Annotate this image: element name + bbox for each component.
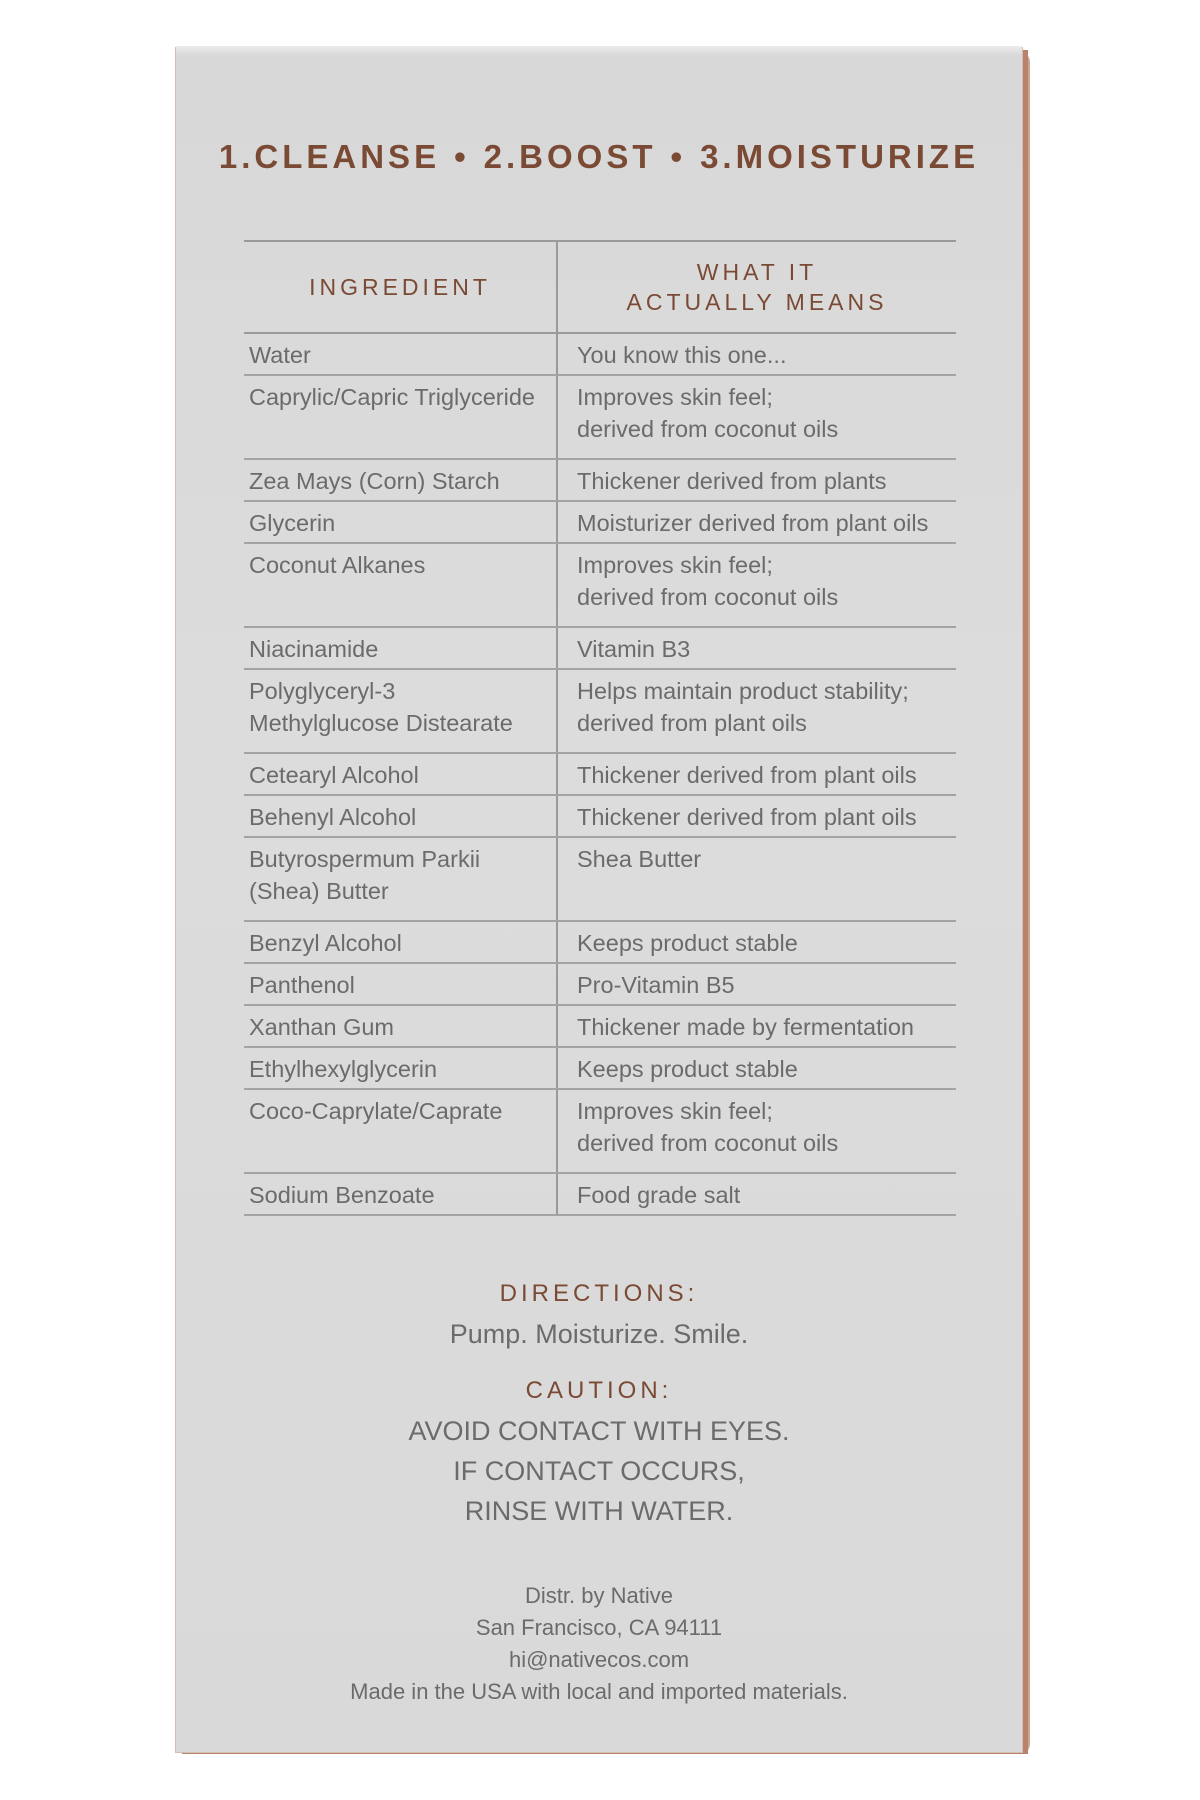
header-ingredient: INGREDIENT	[309, 274, 491, 300]
ingredient-name: Butyrospermum Parkii (Shea) Butter	[249, 846, 481, 904]
table-row	[244, 502, 956, 544]
table-row	[244, 376, 956, 460]
ingredient-meaning: Food grade salt	[556, 1174, 956, 1214]
table-row	[244, 1174, 956, 1216]
caution-line-3: RINSE WITH WATER.	[464, 1496, 734, 1526]
ingredient-name: Niacinamide	[249, 636, 379, 662]
ingredient-name: Coconut Alkanes	[249, 552, 426, 578]
table-row	[244, 922, 956, 964]
ingredient-meaning: Improves skin feel; derived from coconut oils	[556, 1090, 956, 1172]
ingredient-name: Glycerin	[249, 510, 336, 536]
step-moisturize: 3.MOISTURIZE	[700, 138, 980, 175]
step-separator: •	[670, 138, 687, 175]
table-row	[244, 796, 956, 838]
ingredient-name: Sodium Benzoate	[249, 1182, 435, 1208]
ingredient-name: Cetearyl Alcohol	[249, 762, 419, 788]
ingredient-meaning: Keeps product stable	[556, 1048, 956, 1088]
ingredient-meaning: Thickener derived from plants	[556, 460, 956, 500]
ingredient-name: Polyglyceryl-3 Methylglucose Distearate	[249, 678, 513, 736]
distributor-email: hi@nativecos.com	[508, 1647, 690, 1672]
ingredient-meaning: Thickener derived from plant oils	[556, 754, 956, 794]
made-in-statement: Made in the USA with local and imported materials.	[350, 1679, 848, 1704]
table-row	[244, 460, 956, 502]
table-row	[244, 544, 956, 628]
ingredient-meaning: Pro-Vitamin B5	[556, 964, 956, 1004]
ingredient-name: Caprylic/Capric Triglyceride	[249, 384, 535, 410]
table-row	[244, 334, 956, 376]
table-row	[244, 670, 956, 754]
ingredient-name: Xanthan Gum	[249, 1014, 395, 1040]
routine-steps	[176, 138, 1022, 176]
header-what-it-means: WHAT IT ACTUALLY MEANS	[556, 242, 956, 332]
table-body	[244, 334, 956, 1216]
ingredient-name: Benzyl Alcohol	[249, 930, 402, 956]
ingredient-name: Zea Mays (Corn) Starch	[249, 468, 500, 494]
step-boost: 2.BOOST	[483, 138, 657, 175]
ingredient-meaning: Improves skin feel; derived from coconut oils	[556, 376, 956, 458]
ingredient-name: Coco-Caprylate/Caprate	[249, 1098, 503, 1124]
table-row	[244, 754, 956, 796]
step-separator: •	[454, 138, 470, 175]
ingredient-meaning: Thickener derived from plant oils	[556, 796, 956, 836]
table-row	[244, 838, 956, 922]
distributor-address: San Francisco, CA 94111	[475, 1615, 723, 1640]
directions-heading: DIRECTIONS:	[499, 1280, 699, 1307]
table-row	[244, 628, 956, 670]
ingredient-meaning: Vitamin B3	[556, 628, 956, 668]
ingredients-table	[244, 240, 956, 1216]
caution-line-2: IF CONTACT OCCURS,	[453, 1456, 745, 1486]
table-row	[244, 1090, 956, 1174]
ingredient-meaning: Improves skin feel; derived from coconut oils	[556, 544, 956, 626]
distributor-line: Distr. by Native	[525, 1583, 673, 1608]
ingredient-name: Ethylhexylglycerin	[249, 1056, 438, 1082]
table-row	[244, 964, 956, 1006]
caution-heading: CAUTION:	[525, 1377, 673, 1404]
ingredient-name: Panthenol	[249, 972, 355, 998]
ingredient-meaning: Moisturizer derived from plant oils	[556, 502, 956, 542]
caution-line-1: AVOID CONTACT WITH EYES.	[408, 1416, 790, 1446]
step-cleanse: 1.CLEANSE	[218, 138, 441, 175]
ingredient-name: Behenyl Alcohol	[249, 804, 417, 830]
ingredient-name: Water	[249, 342, 311, 368]
ingredient-meaning: Thickener made by fermentation	[556, 1006, 956, 1046]
ingredient-meaning: Helps maintain product stability; derived from plant oils	[556, 670, 956, 752]
table-row	[244, 1006, 956, 1048]
ingredient-meaning: Shea Butter	[556, 838, 956, 920]
ingredient-meaning: Keeps product stable	[556, 922, 956, 962]
table-row	[244, 1048, 956, 1090]
table-header-row	[244, 242, 956, 334]
box-top-edge	[176, 46, 1022, 56]
ingredient-meaning: You know this one...	[556, 334, 956, 374]
directions-text: Pump. Moisturize. Smile.	[449, 1319, 749, 1349]
